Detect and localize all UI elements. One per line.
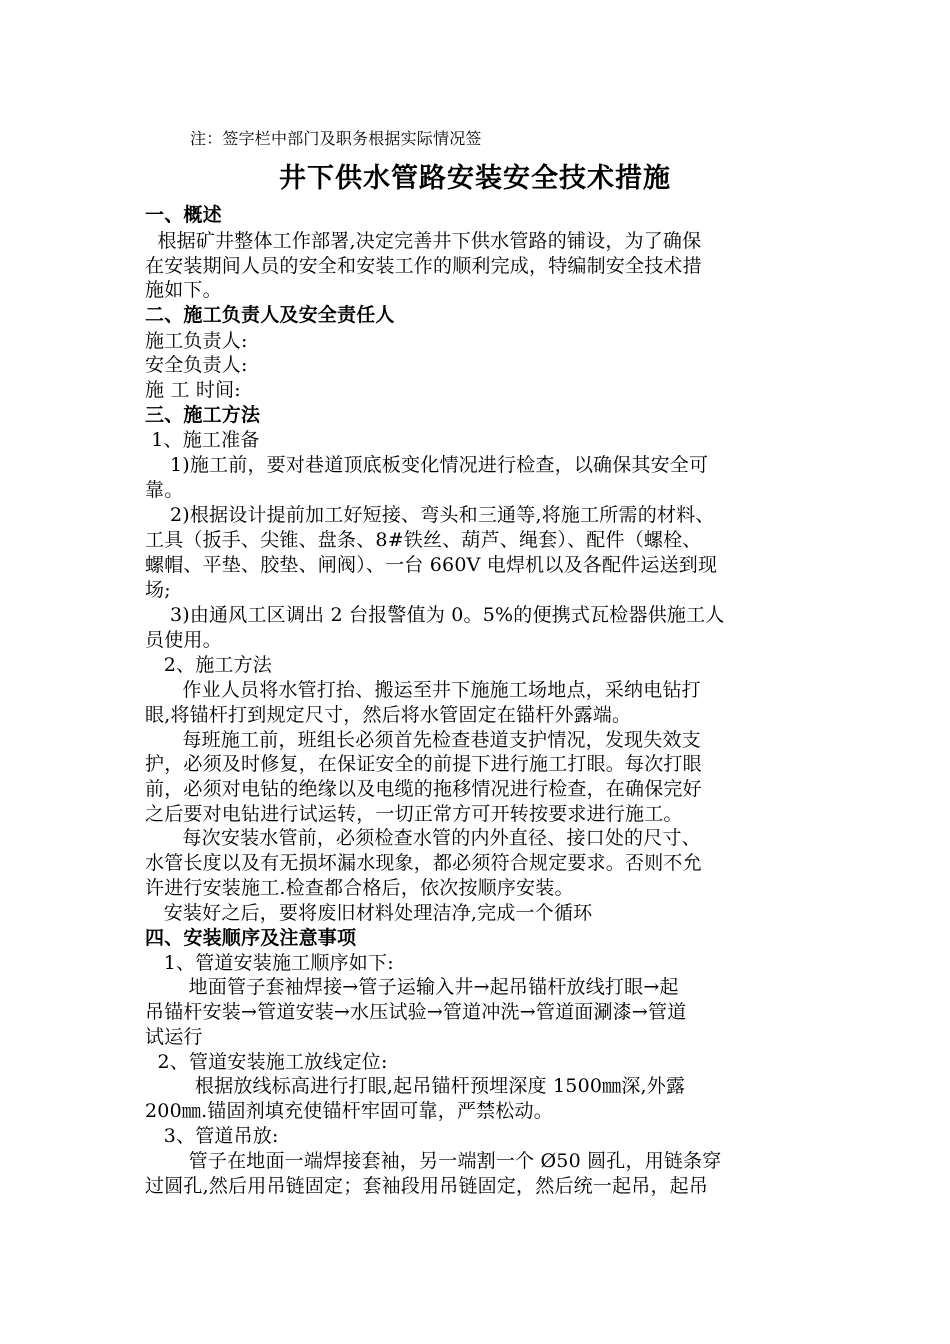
body-text-line: 在安装期间人员的安全和安装工作的顺利完成，特编制安全技术措 — [145, 255, 702, 277]
body-text-line: 3、管道吊放: — [145, 1125, 279, 1147]
body-text-line: 地面管子套袖焊接→管子运输入井→起吊锚杆放线打眼→起 — [145, 976, 679, 998]
body-text-line: 管子在地面一端焊接套袖，另一端割一个 Ø50 圆孔，用链条穿 — [145, 1150, 722, 1172]
body-text-line: 吊锚杆安装→管道安装→水压试验→管道冲洗→管道面涮漆→管道 — [145, 1001, 687, 1023]
body-text-line: 每次安装水管前，必须检查水管的内外直径、接口处的尺寸、 — [145, 827, 701, 849]
body-text-line: 眼,将锚杆打到规定尺寸，然后将水管固定在锚杆外露端。 — [145, 704, 632, 726]
body-text-line: 每班施工前，班组长必须首先检查巷道支护情况，发现失效支 — [145, 729, 701, 751]
body-text-line: 水管长度以及有无损坏漏水现象，都必须符合规定要求。否则不允 — [145, 852, 702, 874]
body-text-line: 护，必须及时修复，在保证安全的前提下进行施工打眼。每次打眼 — [145, 753, 702, 775]
body-text-line: 螺帽、平垫、胶垫、闸阀）、一台 660V 电焊机以及各配件运送到现 — [145, 554, 718, 576]
body-text-line: 工具（扳手、尖锥、盘条、8#铁丝、葫芦、绳套）、配件（螺栓、 — [145, 529, 702, 551]
body-text-line: 2、管道安装施工放线定位: — [145, 1051, 388, 1073]
body-text-line: 施 工 时间: — [145, 379, 241, 401]
section-heading: 二、施工负责人及安全责任人 — [145, 304, 395, 326]
body-text-line: 1)施工前，要对巷道顶底板变化情况进行检查，以确保其安全可 — [145, 454, 709, 476]
body-text-line: 1、施工准备 — [145, 429, 260, 451]
body-text-line: 200㎜.锚固剂填充使锚杆牢固可靠，严禁松动。 — [145, 1100, 553, 1122]
document-title: 井下供水管路安装安全技术措施 — [279, 163, 671, 194]
body-text-line: 作业人员将水管打抬、搬运至井下施施工场地点，采纳电钻打 — [145, 679, 701, 701]
body-text-line: 根据矿井整体工作部署,决定完善井下供水管路的铺设，为了确保 — [145, 230, 702, 252]
body-text-line: 员使用。 — [145, 629, 222, 651]
body-text-line: 安全负责人: — [145, 354, 248, 376]
body-text-line: 根据放线标高进行打眼,起吊锚杆预埋深度 1500㎜深,外露 — [145, 1075, 686, 1097]
section-heading: 四、安装顺序及注意事项 — [145, 927, 357, 949]
body-text-line: 许进行安装施工.检查都合格后，依次按顺序安装。 — [145, 877, 574, 899]
body-text-line: 过圆孔,然后用吊链固定；套袖段用吊链固定，然后统一起吊，起吊 — [145, 1175, 709, 1197]
section-heading: 三、施工方法 — [145, 404, 261, 426]
body-text-line: 前，必须对电钻的绝缘以及电缆的拖移情况进行检查，在确保完好 — [145, 778, 702, 800]
body-text-line: 2)根据设计提前加工好短接、弯头和三通等,将施工所需的材料、 — [145, 504, 715, 526]
body-text-line: 2、施工方法 — [145, 654, 273, 676]
body-text-line: 靠。 — [145, 479, 184, 501]
body-text-line: 3)由通风工区调出 2 台报警值为 0。5%的便携式瓦检器供施工人 — [145, 604, 725, 626]
signature-note: 注：签字栏中部门及职务根据实际情况签 — [190, 129, 482, 148]
body-text-line: 1、管道安装施工顺序如下: — [145, 952, 394, 974]
body-text-line: 试运行 — [145, 1026, 203, 1048]
body-text-line: 施如下。 — [145, 279, 222, 301]
section-heading: 一、概述 — [145, 204, 222, 226]
body-text-line: 之后要对电钻进行试运转，一切正常方可开转按要求进行施工。 — [145, 803, 683, 825]
body-text-line: 施工负责人: — [145, 330, 248, 352]
body-text-line: 安装好之后，要将废旧材料处理洁净,完成一个循环 — [145, 902, 593, 924]
body-text-line: 场; — [145, 579, 171, 601]
